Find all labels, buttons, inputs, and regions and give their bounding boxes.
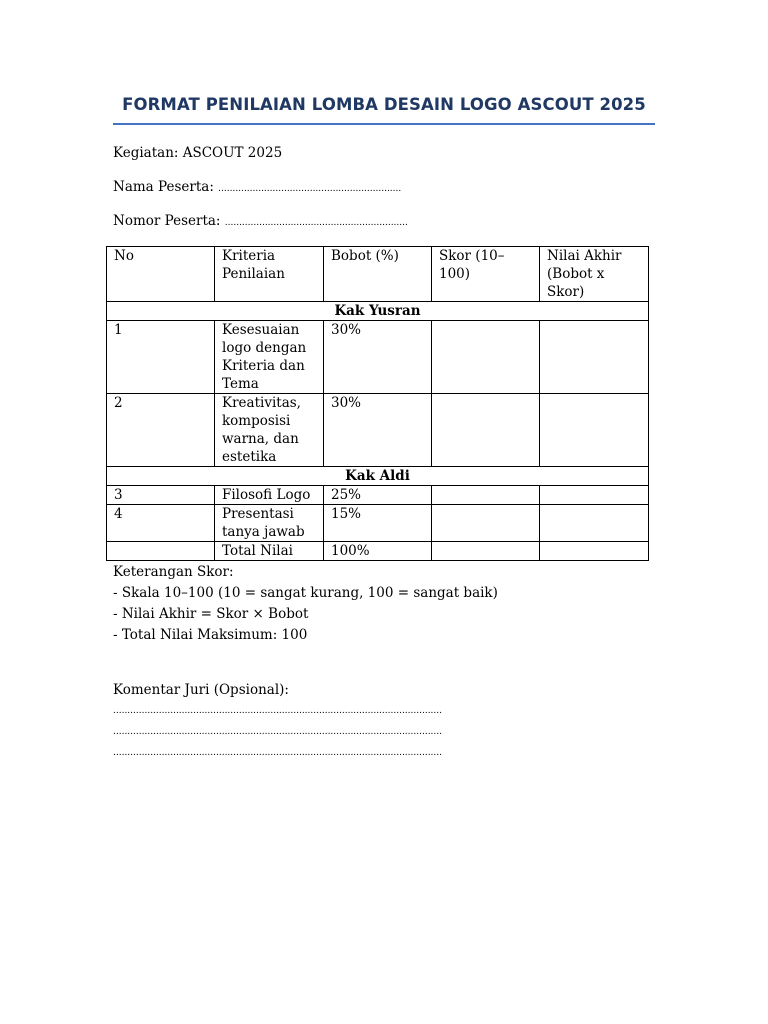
cell-total-bobot: 100% [324, 542, 432, 561]
nama-peserta-blank: ................................................................ [218, 184, 402, 194]
header-no: No [107, 247, 215, 302]
header-bobot: Bobot (%) [324, 247, 432, 302]
nomor-peserta-line [113, 213, 408, 229]
cell-kriteria: Kreativitas, komposisi warna, dan estetika [215, 394, 324, 467]
cell-no [107, 542, 215, 561]
nama-peserta-line [113, 179, 401, 195]
keterangan-item: - Total Nilai Maksimum: 100 [113, 627, 308, 643]
section-row-kak-yusran [107, 302, 649, 321]
kegiatan-line: Kegiatan: ASCOUT 2025 [113, 145, 283, 161]
section-title: Kak Aldi [107, 467, 649, 486]
header-skor: Skor (10–100) [432, 247, 540, 302]
cell-nilai-akhir[interactable] [540, 321, 649, 394]
komentar-line[interactable]: ................................................................................................................... [113, 727, 442, 737]
cell-nilai-akhir[interactable] [540, 486, 649, 505]
cell-skor[interactable] [432, 394, 540, 467]
header-kriteria: Kriteria Penilaian [215, 247, 324, 302]
table-row [107, 486, 649, 505]
keterangan-item: - Nilai Akhir = Skor × Bobot [113, 606, 309, 622]
keterangan-item: - Skala 10–100 (10 = sangat kurang, 100 = sangat baik) [113, 585, 498, 601]
komentar-heading: Komentar Juri (Opsional): [113, 682, 289, 698]
section-row-kak-aldi [107, 467, 649, 486]
keterangan-heading: Keterangan Skor: [113, 564, 234, 580]
cell-skor[interactable] [432, 321, 540, 394]
document-title: FORMAT PENILAIAN LOMBA DESAIN LOGO ASCOUT 2025 [122, 95, 646, 114]
cell-bobot: 25% [324, 486, 432, 505]
cell-no: 4 [107, 505, 215, 542]
table-row [107, 321, 649, 394]
cell-bobot: 15% [324, 505, 432, 542]
total-row [107, 542, 649, 561]
cell-kriteria: Kesesuaian logo dengan Kriteria dan Tema [215, 321, 324, 394]
cell-skor[interactable] [432, 486, 540, 505]
table-header-row [107, 247, 649, 302]
cell-no: 3 [107, 486, 215, 505]
komentar-juri [113, 680, 442, 764]
cell-bobot: 30% [324, 394, 432, 467]
komentar-line[interactable]: ................................................................................................................... [113, 748, 442, 758]
cell-nilai-akhir[interactable] [540, 505, 649, 542]
cell-kriteria: Filosofi Logo [215, 486, 324, 505]
cell-bobot: 30% [324, 321, 432, 394]
cell-no: 1 [107, 321, 215, 394]
section-title: Kak Yusran [107, 302, 649, 321]
table-row [107, 394, 649, 467]
nomor-peserta-label: Nomor Peserta: [113, 213, 225, 229]
table-row [107, 505, 649, 542]
header-nilai-akhir: Nilai Akhir (Bobot x Skor) [540, 247, 649, 302]
title-underline [113, 123, 655, 125]
cell-kriteria: Presentasi tanya jawab [215, 505, 324, 542]
cell-total-skor[interactable] [432, 542, 540, 561]
cell-total-nilai[interactable] [540, 542, 649, 561]
cell-nilai-akhir[interactable] [540, 394, 649, 467]
komentar-line[interactable]: ................................................................................................................... [113, 706, 442, 716]
cell-skor[interactable] [432, 505, 540, 542]
keterangan-skor [113, 562, 498, 646]
nama-peserta-label: Nama Peserta: [113, 179, 219, 195]
nomor-peserta-blank: ................................................................ [224, 218, 408, 228]
cell-no: 2 [107, 394, 215, 467]
assessment-table [106, 246, 649, 561]
cell-total-label: Total Nilai [215, 542, 324, 561]
